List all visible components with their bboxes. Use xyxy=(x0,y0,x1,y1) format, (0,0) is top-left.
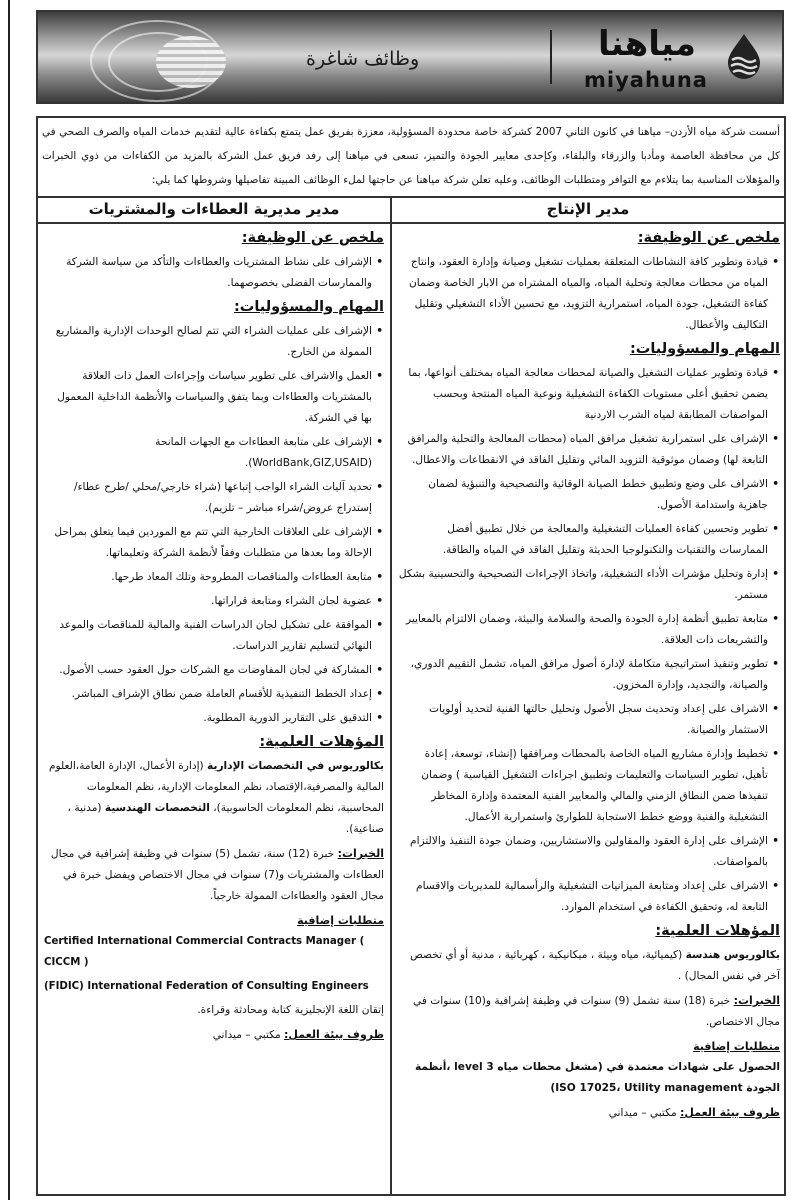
procurement-manager-column xyxy=(44,226,384,1049)
summary-text: • الإشراف على نشاط المشتريات والعطاءات والتأكد من سياسة الشركة والممارسات الفضلى بخصوصهما. xyxy=(44,252,372,294)
work-environment xyxy=(44,1024,384,1046)
engineering-label: التخصصات الهندسية xyxy=(104,802,210,814)
degree-label: بكالوريوس في التخصصات الإدارية xyxy=(207,760,384,772)
work-environment-label: ظروف بيئة العمل: xyxy=(680,1106,780,1119)
duty-item: • الإشراف على عمليات الشراء التي تتم لصالح الوحدات الإدارية والمشاريع الممولة من الخارج. xyxy=(44,321,372,363)
summary-heading: ملخص عن الوظيفة: xyxy=(241,230,384,246)
qualifications-text xyxy=(44,756,384,840)
duty-item: • عضوية لجان الشراء ومتابعة قراراتها. xyxy=(44,591,372,612)
extra-requirements-heading: متطلبات إضافية xyxy=(693,1040,780,1053)
duty-item: • إعداد الخطط التنفيذية للأقسام العاملة ضمن نطاق الإشراف المباشر. xyxy=(44,684,372,705)
duty-item: • الاشراف على إعداد ومتابعة الميزانيات التشغيلية والرأسمالية للمديريات والاقسام التابعة له، وتحقيق الكفاءة في استخدام الموارد. xyxy=(396,876,768,918)
duty-item: • إدارة وتحليل مؤشرات الأداء التشغيلية، واتخاذ الإجراءات التصحيحية والتحسينية بشكل مستمر. xyxy=(396,564,768,606)
banner-divider xyxy=(550,30,552,84)
production-manager-column xyxy=(396,226,780,1127)
duties-heading: المهام والمسؤوليات: xyxy=(233,299,384,315)
banner-slogan: وظائف شاغرة xyxy=(306,48,420,70)
duty-item: • قيادة وتطوير عمليات التشغيل والصيانة لمحطات معالجة المياه بمختلف أنواعها، بما يضمن تحقيق أعلى مستويات الكفاءة التشغيلية ونوعية المياه المنتجة وبحسب المواصفات المطابقة لمياه الشرب الاردنية xyxy=(396,363,768,426)
degree-details: (كيميائية، مياه وبيئة ، ميكانيكية ، كهربائية ، مدنية أو أي تخصص آخر في نفس المجال) . xyxy=(410,949,780,982)
column-divider xyxy=(390,198,392,1194)
language-requirement: إتقان اللغة الإنجليزية كتابة ومحادثة وقراءة. xyxy=(197,1004,384,1016)
duty-item: • العمل والاشراف على تطوير سياسات وإجراءات العمل ذات العلاقة بالمشتريات والعطاءات وبما يتفق والسياسات والأنظمة الداخلية المعمول بها في الشركة. xyxy=(44,366,372,429)
duty-item: • المشاركة في لجان المفاوضات مع الشركات حول العقود حسب الأصول. xyxy=(44,660,372,681)
extra-requirements-heading: متطلبات إضافية xyxy=(297,914,384,927)
engineering-details: (مدنية ، صناعية). xyxy=(67,802,384,835)
page-edge-line xyxy=(8,0,10,1200)
summary-text: • قيادة وتطوير كافة النشاطات المتعلقة بعمليات تشغيل وصيانة وإدارة العقود، وانتاج المياه من محطات معالجة وتحلية المياه، والمياه المشتراه من الابار الخاصة وضمان كفاءة التشغيل، جودة المياه، استمرارية التزويد، مع تحسين الأداء التشغيلي وتقليل التكاليف والأعطال. xyxy=(396,252,768,336)
divider-top xyxy=(38,196,784,198)
decor-wave-graphic xyxy=(156,36,226,88)
work-environment-value: مكتبي – ميداني xyxy=(608,1107,677,1119)
job-title-procurement-manager: مدير مديرية العطاءات والمشتريات xyxy=(88,200,340,218)
logo-arabic: مياهنا xyxy=(598,24,696,64)
duty-item: • تطوير وتنفيذ استراتيجية متكاملة لإدارة أصول مرافق المياه، تشمل التقييم الدوري، والصيانة، والتجديد، وإدارة المخزون. xyxy=(396,654,768,696)
header-banner xyxy=(36,10,784,104)
certification-fidic: (FIDIC) International Federation of Consulting Engineers xyxy=(44,981,369,992)
degree-label: بكالوريوس هندسة xyxy=(685,949,780,961)
duties-list xyxy=(396,363,780,918)
experience-details: خبرة (18) سنة تشمل (9) سنوات في وظيفة إشرافية و(10) سنوات في مجال الاختصاص. xyxy=(413,995,780,1028)
duty-item: • الإشراف على العلاقات الخارجية التي تتم مع الموردين فيما يتعلق بمراحل الإحالة وما بعدها من متطلبات وفقاً لأنظمة الشركة وتعليماتها. xyxy=(44,522,372,564)
duty-item: • متابعة تطبيق أنظمة إدارة الجودة والصحة والسلامة والبيئة، وضمان الالتزام بالمعايير والتشريعات ذات العلاقة. xyxy=(396,609,768,651)
summary-heading: ملخص عن الوظيفة: xyxy=(637,230,780,246)
experience-label: الخبرات: xyxy=(337,847,384,860)
duties-list xyxy=(44,321,384,729)
experience-text xyxy=(396,990,780,1033)
duty-item: • الإشراف على إدارة العقود والمقاولين والاستشاريين، وضمان جودة التنفيذ والالتزام بالمواصفات. xyxy=(396,831,768,873)
experience-text xyxy=(44,843,384,907)
duty-item: • متابعة العطاءات والمناقصات المطروحة وتلك المعاد طرحها. xyxy=(44,567,372,588)
logo-latin: miyahuna xyxy=(584,68,708,92)
work-environment xyxy=(396,1102,780,1124)
job-ad-box xyxy=(36,116,786,1196)
qualifications-heading: المؤهلات العلمية: xyxy=(259,734,384,750)
work-environment-label: ظروف بيئة العمل: xyxy=(284,1028,384,1041)
degree-details: (إدارة الأعمال، الإدارة العامة،العلوم المالية والمصرفية،الإقتصاد، نظم المعلومات الإدارية، نظم المعلومات المحاسبية، نظم المعلومات الحاسوبية)، xyxy=(48,760,384,814)
duties-heading: المهام والمسؤوليات: xyxy=(629,341,780,357)
intro-paragraph: أسست شركة مياه الأردن– مياهنا في كانون الثاني 2007 كشركة خاصة محدودة المسؤولية، معززة بفريق عمل يتمتع بكفاءة عالية لتقديم خدمات المياه والصرف الصحي في كل من محافظة العاصمة ومأدبا والزرقاء والبلقاء، وكإحدى معايير الجودة والتميز، تسعى في مياهنا إلى رفد فريق عمل الشركة بالمزيد من الكفاءات من ذوي الخبرات والمؤهلات المناسبة بما يتلاءم مع التوافر ومتطلبات الوظائف، وعليه تعلن شركة مياهنا عن حاجتها لملء الوظائف المبينة تفاصيلها وشروطها كما يلي: xyxy=(42,126,780,186)
job-title-production-manager: مدير الإنتاج xyxy=(546,200,630,218)
duty-item: • تخطيط وإدارة مشاريع المياه الخاصة بالمحطات ومرافقها (إنشاء، توسعة، إعادة تأهيل، تطوير السياسات والتعليمات وتطبيق اجراءات التشغيل القياسية ) وضمان تنفيذها ضمن النطاق الزمني والمالي والمعايير الفنية المعتمدة وإدارة المخاطر التشغيلية والفنية ووضع خطط الاستجابة للطوارئ واستمرارية الأعمال. xyxy=(396,744,768,828)
duty-item: • الإشراف على متابعة العطاءات مع الجهات المانحة (WorldBank,GIZ,USAID). xyxy=(44,432,372,474)
extra-requirements-text: الحصول على شهادات معتمدة في (مشغل محطات مياه level 3 ،أنظمة الجودة ISO 17025، Utility management) xyxy=(414,1061,780,1094)
duty-item: • التدقيق على التقارير الدورية المطلوبة. xyxy=(44,708,372,729)
divider-headers xyxy=(38,222,784,224)
qualifications-text xyxy=(396,945,780,987)
duty-item: • الموافقة على تشكيل لجان الدراسات الفنية والمالية للمناقصات والموعد النهائي لتسليم تقارير الدراسات. xyxy=(44,615,372,657)
duty-item: • تطوير وتحسين كفاءة العمليات التشغيلية والمعالجة من خلال تطبيق أفضل الممارسات والتقنيات والتكنولوجيا الحديثة وتقليل الفاقد في المياه والطاقة. xyxy=(396,519,768,561)
experience-label: الخبرات: xyxy=(733,994,780,1007)
duty-item: • الاشراف على وضع وتطبيق خطط الصيانة الوقائية والتصحيحية والتنبؤية لضمان جاهزية واستدامة الأصول. xyxy=(396,474,768,516)
duty-item: • تحديد آليات الشراء الواجب إتباعها (شراء خارجي/محلي /طرح عطاء/ إستدراج عروض/شراء مباشر – تلزيم). xyxy=(44,477,372,519)
certification-ciccm: Certified International Commercial Contracts Manager ( CICCM ) xyxy=(44,936,365,968)
work-environment-value: مكتبي – ميداني xyxy=(212,1029,281,1041)
water-drop-icon xyxy=(718,32,770,80)
duty-item: • الإشراف على استمرارية تشغيل مرافق المياه (محطات المعالجة والتحلية والمرافق التابعة لها) وضمان موثوقية التزويد المائي وتقليل الفاقد في الانقطاعات والاعطال. xyxy=(396,429,768,471)
qualifications-heading: المؤهلات العلمية: xyxy=(655,923,780,939)
experience-details: خبرة (12) سنة، تشمل (5) سنوات في وظيفة إشرافية في مجال العطاءات والمشتريات و(7) سنوات في مجال الاختصاص ويفضل خبرة في مجال العقود والعطاءات الممولة خارجياً. xyxy=(50,848,384,902)
duty-item: • الاشراف على إعداد وتحديث سجل الأصول وتحليل حالتها الفنية لتحديد أولويات الاستثمار والصيانة. xyxy=(396,699,768,741)
